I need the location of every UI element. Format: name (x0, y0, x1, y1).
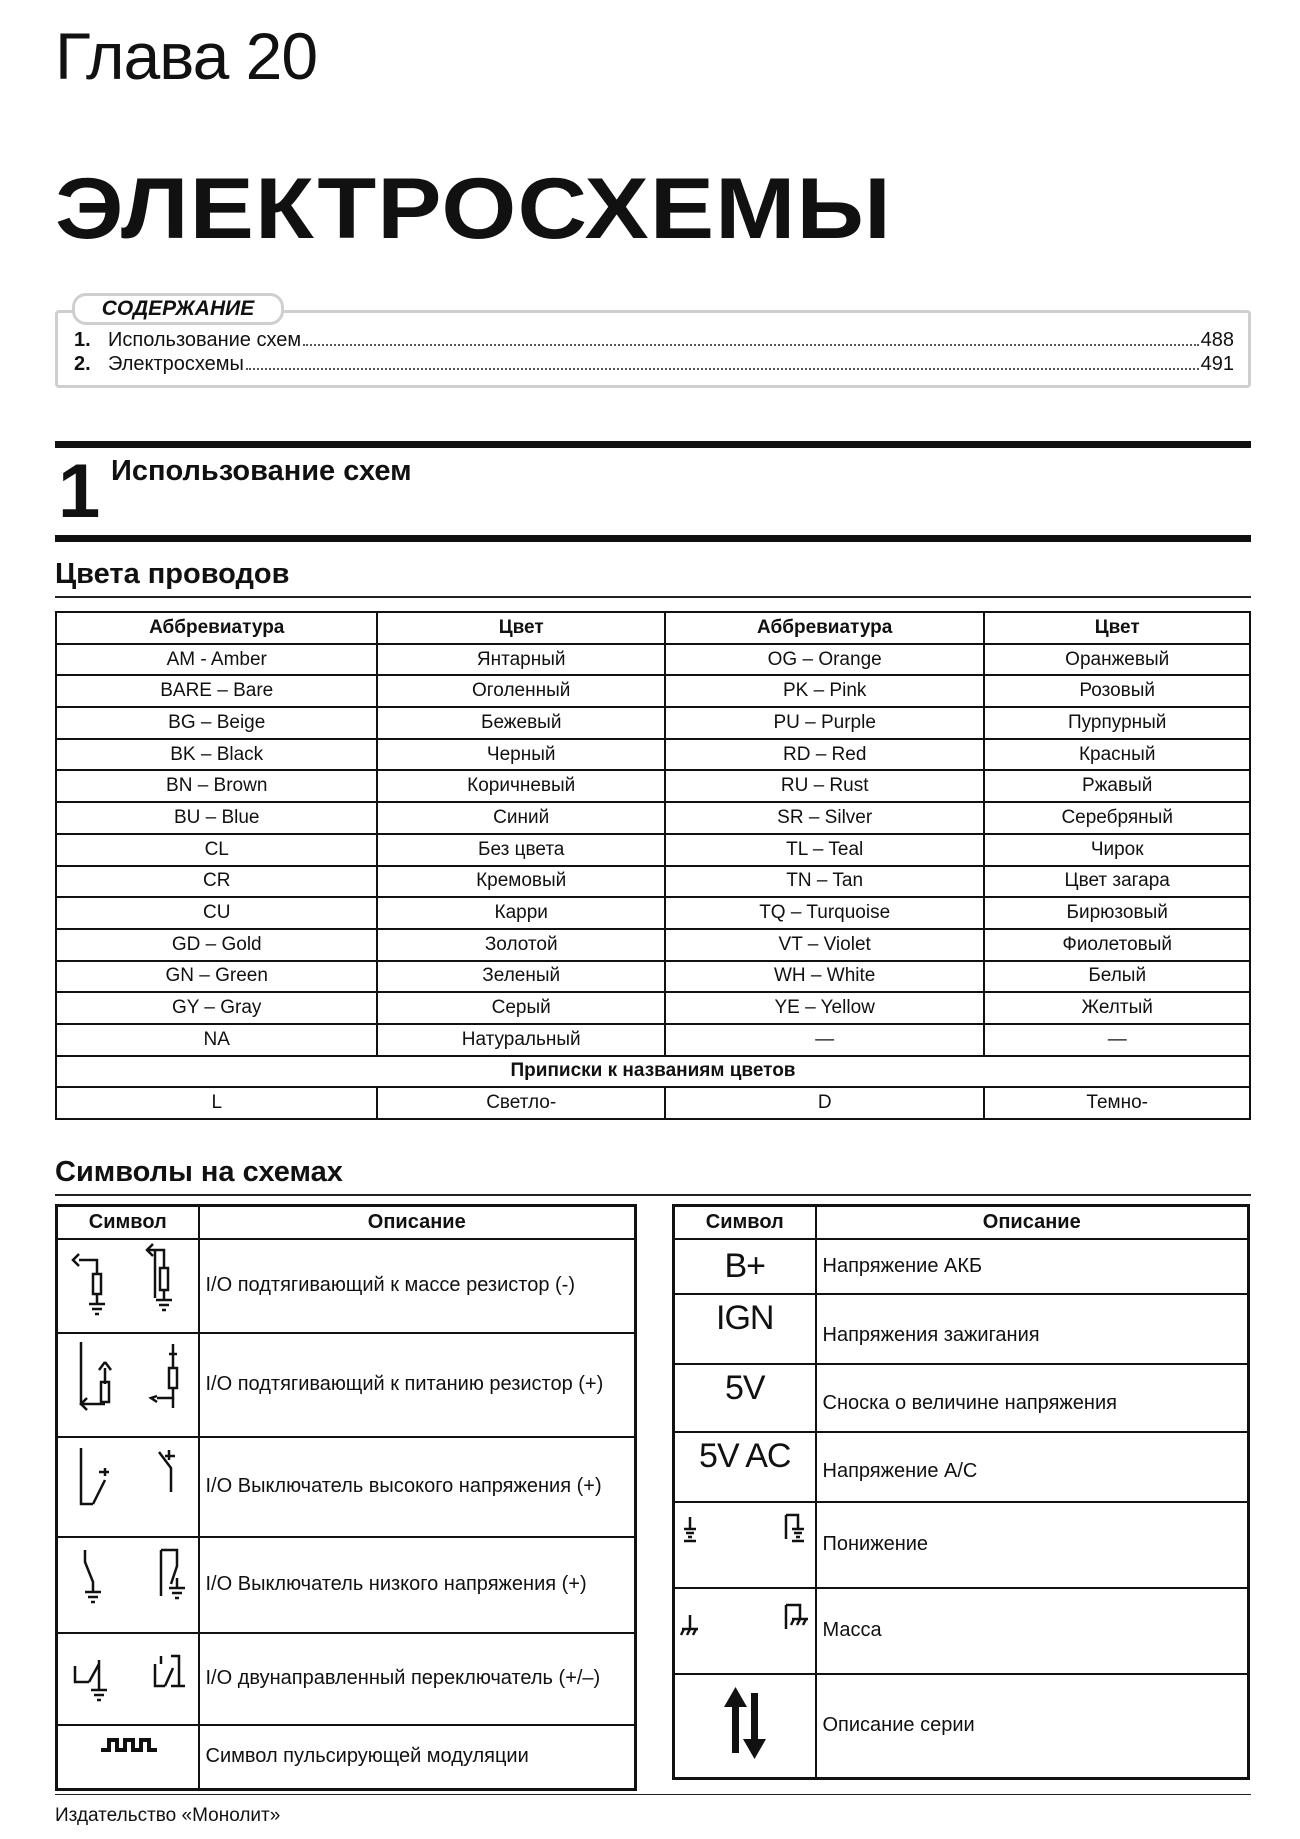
table-row (56, 802, 1250, 834)
table-cell: Желтый (984, 992, 1250, 1024)
table-cell: GN – Green (56, 961, 377, 993)
symbol-description: I/O подтягивающий к массе резистор (-) (199, 1239, 636, 1333)
symbol-description: Описание серии (816, 1674, 1249, 1779)
toc-item[interactable]: 2. Электросхемы 491 (74, 353, 1234, 375)
battery-voltage-symbol: B+ (674, 1239, 816, 1294)
column-header: Аббревиатура (665, 612, 984, 644)
symbol-description: Напряжение АКБ (816, 1239, 1249, 1294)
table-cell: TL – Teal (665, 834, 984, 866)
table-cell: TN – Tan (665, 866, 984, 898)
table-cell: CU (56, 897, 377, 929)
table-header-row (56, 612, 1250, 644)
high-side-switch-icon (57, 1437, 199, 1537)
table-row (56, 739, 1250, 771)
table-cell: CR (56, 866, 377, 898)
table-cell: Серый (377, 992, 665, 1024)
table-cell: PK – Pink (665, 675, 984, 707)
table-cell: BN – Brown (56, 770, 377, 802)
table-cell: GY – Gray (56, 992, 377, 1024)
table-cell: Белый (984, 961, 1250, 993)
column-header: Цвет (377, 612, 665, 644)
table-row (56, 675, 1250, 707)
table-cell: Оголенный (377, 675, 665, 707)
wire-colors-table (55, 611, 1251, 1120)
wire-colors-title: Цвета проводов (55, 558, 290, 590)
table-cell: Без цвета (377, 834, 665, 866)
table-cell: OG – Orange (665, 644, 984, 676)
table-cell: YE – Yellow (665, 992, 984, 1024)
symbol-description: I/O подтягивающий к питанию резистор (+) (199, 1333, 636, 1437)
table-row (674, 1674, 1249, 1779)
table-row (57, 1333, 636, 1437)
ignition-voltage-symbol: IGN (674, 1294, 816, 1364)
toc-item-page: 488 (1200, 329, 1234, 351)
table-cell: Янтарный (377, 644, 665, 676)
symbol-description: Сноска о величине напряжения (816, 1364, 1249, 1432)
footer-divider (55, 1794, 1251, 1795)
table-cell: VT – Violet (665, 929, 984, 961)
table-row (674, 1294, 1249, 1364)
table-row (674, 1588, 1249, 1674)
suffix-title: Приписки к названиям цветов (56, 1056, 1250, 1088)
suffix-header-row (56, 1056, 1250, 1088)
column-header: Описание (816, 1206, 1249, 1239)
table-cell: Синий (377, 802, 665, 834)
table-row (674, 1239, 1249, 1294)
table-cell: BG – Beige (56, 707, 377, 739)
table-row (57, 1725, 636, 1790)
table-cell: Зеленый (377, 961, 665, 993)
table-cell: Фиолетовый (984, 929, 1250, 961)
table-row (57, 1239, 636, 1333)
symbol-description: I/O Выключатель низкого напряжения (+) (199, 1537, 636, 1633)
table-cell: RU – Rust (665, 770, 984, 802)
symbols-table-left (55, 1204, 637, 1791)
table-cell: Кремовый (377, 866, 665, 898)
table-cell: PU – Purple (665, 707, 984, 739)
symbols-table-right (672, 1204, 1250, 1780)
column-header: Цвет (984, 612, 1250, 644)
table-row (674, 1502, 1249, 1588)
table-row (57, 1633, 636, 1725)
toc-item-page: 491 (1200, 353, 1234, 375)
table-row (57, 1537, 636, 1633)
table-cell: Натуральный (377, 1024, 665, 1056)
column-header: Символ (57, 1206, 199, 1239)
column-header: Символ (674, 1206, 816, 1239)
table-cell: Бирюзовый (984, 897, 1250, 929)
toc-item[interactable]: 1. Использование схем 488 (74, 329, 1234, 351)
chapter-label: Глава 20 (55, 19, 318, 93)
section-rule-bottom (55, 535, 1251, 542)
table-row (56, 992, 1250, 1024)
column-header: Описание (199, 1206, 636, 1239)
table-cell: WH – White (665, 961, 984, 993)
low-side-switch-icon (57, 1537, 199, 1633)
table-cell: L (56, 1087, 377, 1119)
ac-voltage-symbol: 5V AC (674, 1432, 816, 1502)
table-cell: NA (56, 1024, 377, 1056)
table-cell: TQ – Turquoise (665, 897, 984, 929)
table-cell: RD – Red (665, 739, 984, 771)
table-row (674, 1432, 1249, 1502)
divider (55, 1194, 1251, 1196)
table-cell: Светло- (377, 1087, 665, 1119)
table-row (56, 929, 1250, 961)
symbol-description: Напряжение А/С (816, 1432, 1249, 1502)
table-cell: Черный (377, 739, 665, 771)
publisher-footer: Издательство «Монолит» (55, 1805, 281, 1826)
table-row (56, 866, 1250, 898)
table-cell: Темно- (984, 1087, 1250, 1119)
table-cell: — (984, 1024, 1250, 1056)
low-reference-icon (674, 1502, 816, 1588)
table-cell: Коричневый (377, 770, 665, 802)
symbol-description: Понижение (816, 1502, 1249, 1588)
bidirectional-switch-icon (57, 1633, 199, 1725)
pull-down-resistor-icon (57, 1239, 199, 1333)
table-cell: Карри (377, 897, 665, 929)
table-row (674, 1364, 1249, 1432)
voltage-callout-symbol: 5V (674, 1364, 816, 1432)
table-cell: BK – Black (56, 739, 377, 771)
table-row (56, 897, 1250, 929)
toc-label: СОДЕРЖАНИЕ (72, 293, 284, 325)
symbol-description: Масса (816, 1588, 1249, 1674)
table-cell: — (665, 1024, 984, 1056)
toc-item-text: Использование схем (108, 329, 302, 351)
table-row (56, 707, 1250, 739)
table-cell: Золотой (377, 929, 665, 961)
table-row (56, 834, 1250, 866)
section-number: 1 (58, 449, 101, 534)
pwm-icon (57, 1725, 199, 1790)
table-cell: BU – Blue (56, 802, 377, 834)
page-title: ЭЛЕКТРОСХЕМЫ (55, 161, 892, 257)
table-cell: BARE – Bare (56, 675, 377, 707)
section-rule-top (55, 441, 1251, 448)
serial-data-icon (674, 1674, 816, 1779)
section-title: Использование схем (111, 455, 412, 487)
table-row (56, 1024, 1250, 1056)
table-cell: Пурпурный (984, 707, 1250, 739)
table-cell: SR – Silver (665, 802, 984, 834)
divider (55, 596, 1251, 598)
table-row (56, 1087, 1250, 1119)
symbols-title: Символы на схемах (55, 1156, 343, 1188)
table-cell: Красный (984, 739, 1250, 771)
symbol-description: I/O Выключатель высокого напряжения (+) (199, 1437, 636, 1537)
symbol-description: I/O двунаправленный переключатель (+/–) (199, 1633, 636, 1725)
table-cell: AM - Amber (56, 644, 377, 676)
table-cell: GD – Gold (56, 929, 377, 961)
column-header: Аббревиатура (56, 612, 377, 644)
table-cell: D (665, 1087, 984, 1119)
table-row (57, 1437, 636, 1537)
table-cell: Ржавый (984, 770, 1250, 802)
ground-icon (674, 1588, 816, 1674)
table-cell: Оранжевый (984, 644, 1250, 676)
symbol-description: Символ пульсирующей модуляции (199, 1725, 636, 1790)
symbol-description: Напряжения зажигания (816, 1294, 1249, 1364)
toc-item-text: Электросхемы (108, 353, 244, 375)
pull-up-resistor-icon (57, 1333, 199, 1437)
table-row (56, 961, 1250, 993)
table-cell: CL (56, 834, 377, 866)
table-cell: Цвет загара (984, 866, 1250, 898)
table-cell: Серебряный (984, 802, 1250, 834)
table-row (56, 644, 1250, 676)
table-cell: Чирок (984, 834, 1250, 866)
table-cell: Бежевый (377, 707, 665, 739)
table-row (56, 770, 1250, 802)
table-cell: Розовый (984, 675, 1250, 707)
